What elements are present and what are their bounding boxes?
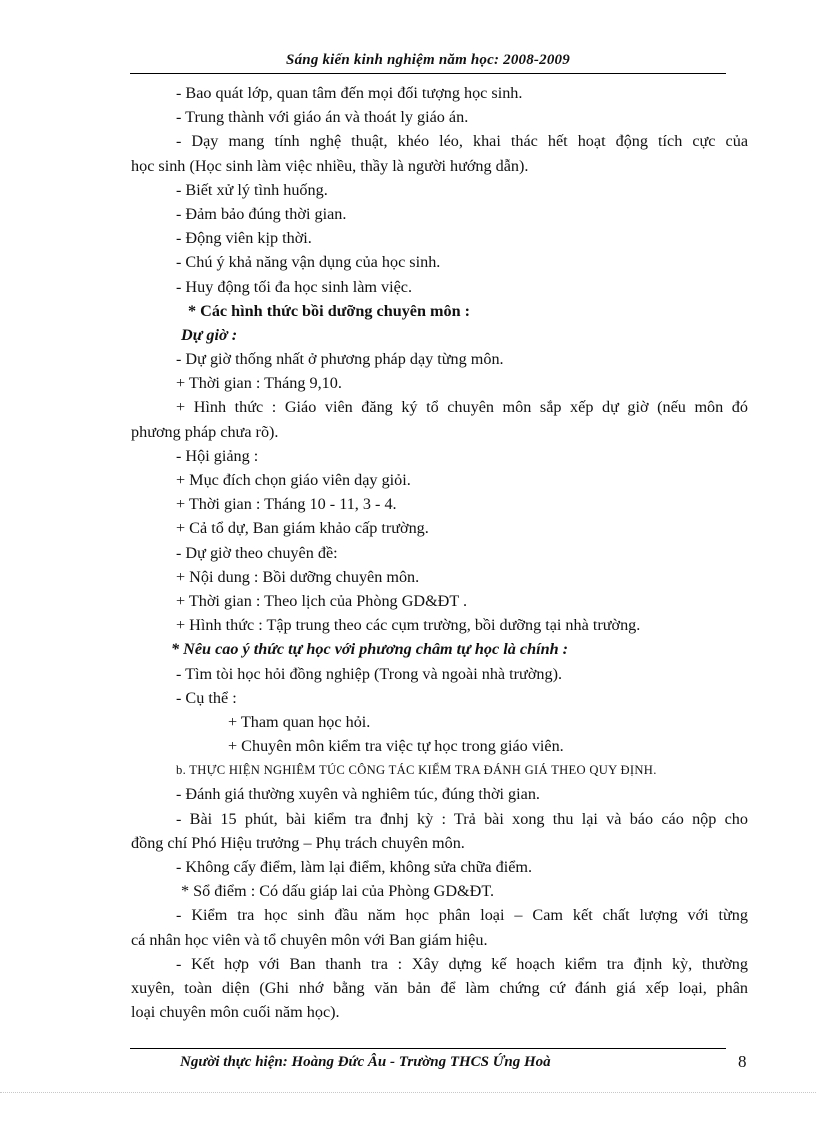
body-line: cá nhân học viên và tổ chuyên môn với Ban giám hiệu. xyxy=(131,930,488,949)
subsection-heading: Dự giờ : xyxy=(181,325,238,344)
body-line: - Không cấy điểm, làm lại điểm, không sửa chữa điểm. xyxy=(176,858,533,876)
body-line: học sinh (Học sinh làm việc nhiều, thầy là người hướng dẫn). xyxy=(131,156,529,175)
page-edge-divider xyxy=(0,1092,816,1093)
body-line: - Bài 15 phút, bài kiểm tra đnhj kỳ : Trả bài xong thu lại và báo cáo nộp cho xyxy=(176,809,748,828)
body-line: - Chú ý khả năng vận dụng của học sinh. xyxy=(176,253,441,272)
section-heading: * Nêu cao ý thức tự học với phương châm tự học là chính : xyxy=(171,640,569,659)
body-line: - Hội giảng : xyxy=(176,446,259,465)
body-line: + Cả tổ dự, Ban giám khảo cấp trường. xyxy=(176,519,429,538)
footer-divider xyxy=(130,1048,726,1049)
document-body xyxy=(131,81,748,1024)
body-line: - Kiểm tra học sinh đầu năm học phân loại – Cam kết chất lượng với từng xyxy=(176,906,748,925)
body-line: xuyên, toàn diện (Ghi nhớ bằng văn bản để làm chứng cứ đánh giá xếp loại, phân xyxy=(131,978,748,997)
header-title: Sáng kiến kinh nghiệm năm học: 2008-2009 xyxy=(286,52,570,68)
section-heading: b. THỰC HIỆN NGHIÊM TÚC CÔNG TÁC KIỂM TRA ĐÁNH GIÁ THEO QUY ĐỊNH. xyxy=(176,763,657,778)
body-line: + Chuyên môn kiểm tra việc tự học trong giáo viên. xyxy=(228,737,564,756)
body-line: đồng chí Phó Hiệu trưởng – Phụ trách chuyên môn. xyxy=(131,833,465,852)
body-line: - Kết hợp với Ban thanh tra : Xây dựng kế hoạch kiểm tra định kỳ, thường xyxy=(176,954,748,973)
body-line: - Tìm tòi học hỏi đồng nghiệp (Trong và ngoài nhà trường). xyxy=(176,664,563,683)
page-number: 8 xyxy=(738,1052,747,1071)
body-line: - Động viên kịp thời. xyxy=(176,229,312,248)
body-line: - Huy động tối đa học sinh làm việc. xyxy=(176,277,413,296)
body-line: - Biết xử lý tình huống. xyxy=(176,180,328,199)
body-line: loại chuyên môn cuối năm học). xyxy=(131,1003,340,1022)
body-line: - Cụ thể : xyxy=(176,688,237,707)
body-line: + Hình thức : Giáo viên đăng ký tổ chuyên môn sắp xếp dự giờ (nếu môn đó xyxy=(176,398,748,417)
body-line: + Thời gian : Tháng 9,10. xyxy=(176,374,342,393)
body-line: - Bao quát lớp, quan tâm đến mọi đối tượng học sinh. xyxy=(176,84,523,102)
body-line: phương pháp chưa rõ). xyxy=(131,422,279,441)
body-line: - Dự giờ theo chuyên đề: xyxy=(176,543,338,562)
footer-author: Người thực hiện: Hoàng Đức Âu - Trường THCS Ứng Hoà xyxy=(180,1054,551,1070)
section-heading: * Các hình thức bồi dưỡng chuyên môn : xyxy=(188,301,471,320)
body-line: + Thời gian : Tháng 10 - 11, 3 - 4. xyxy=(176,495,397,514)
header-divider xyxy=(130,73,726,74)
body-line: * Sổ điểm : Có dấu giáp lai của Phòng GD&ĐT. xyxy=(181,882,495,901)
body-line: - Dự giờ thống nhất ở phương pháp dạy từng môn. xyxy=(176,350,504,369)
page-header xyxy=(130,50,726,76)
body-line: + Tham quan học hỏi. xyxy=(228,712,371,731)
body-line: - Đảm bảo đúng thời gian. xyxy=(176,204,347,223)
body-line: + Mục đích chọn giáo viên dạy giỏi. xyxy=(176,471,411,489)
body-line: - Dạy mang tính nghệ thuật, khéo léo, khai thác hết hoạt động tích cực của xyxy=(176,132,748,151)
body-line: - Đánh giá thường xuyên và nghiêm túc, đúng thời gian. xyxy=(176,785,540,804)
body-line: - Trung thành với giáo án và thoát ly giáo án. xyxy=(176,108,469,127)
body-line: + Hình thức : Tập trung theo các cụm trường, bồi dưỡng tại nhà trường. xyxy=(176,616,641,635)
body-line: + Nội dung : Bồi dưỡng chuyên môn. xyxy=(176,567,420,586)
body-line: + Thời gian : Theo lịch của Phòng GD&ĐT . xyxy=(176,591,468,610)
